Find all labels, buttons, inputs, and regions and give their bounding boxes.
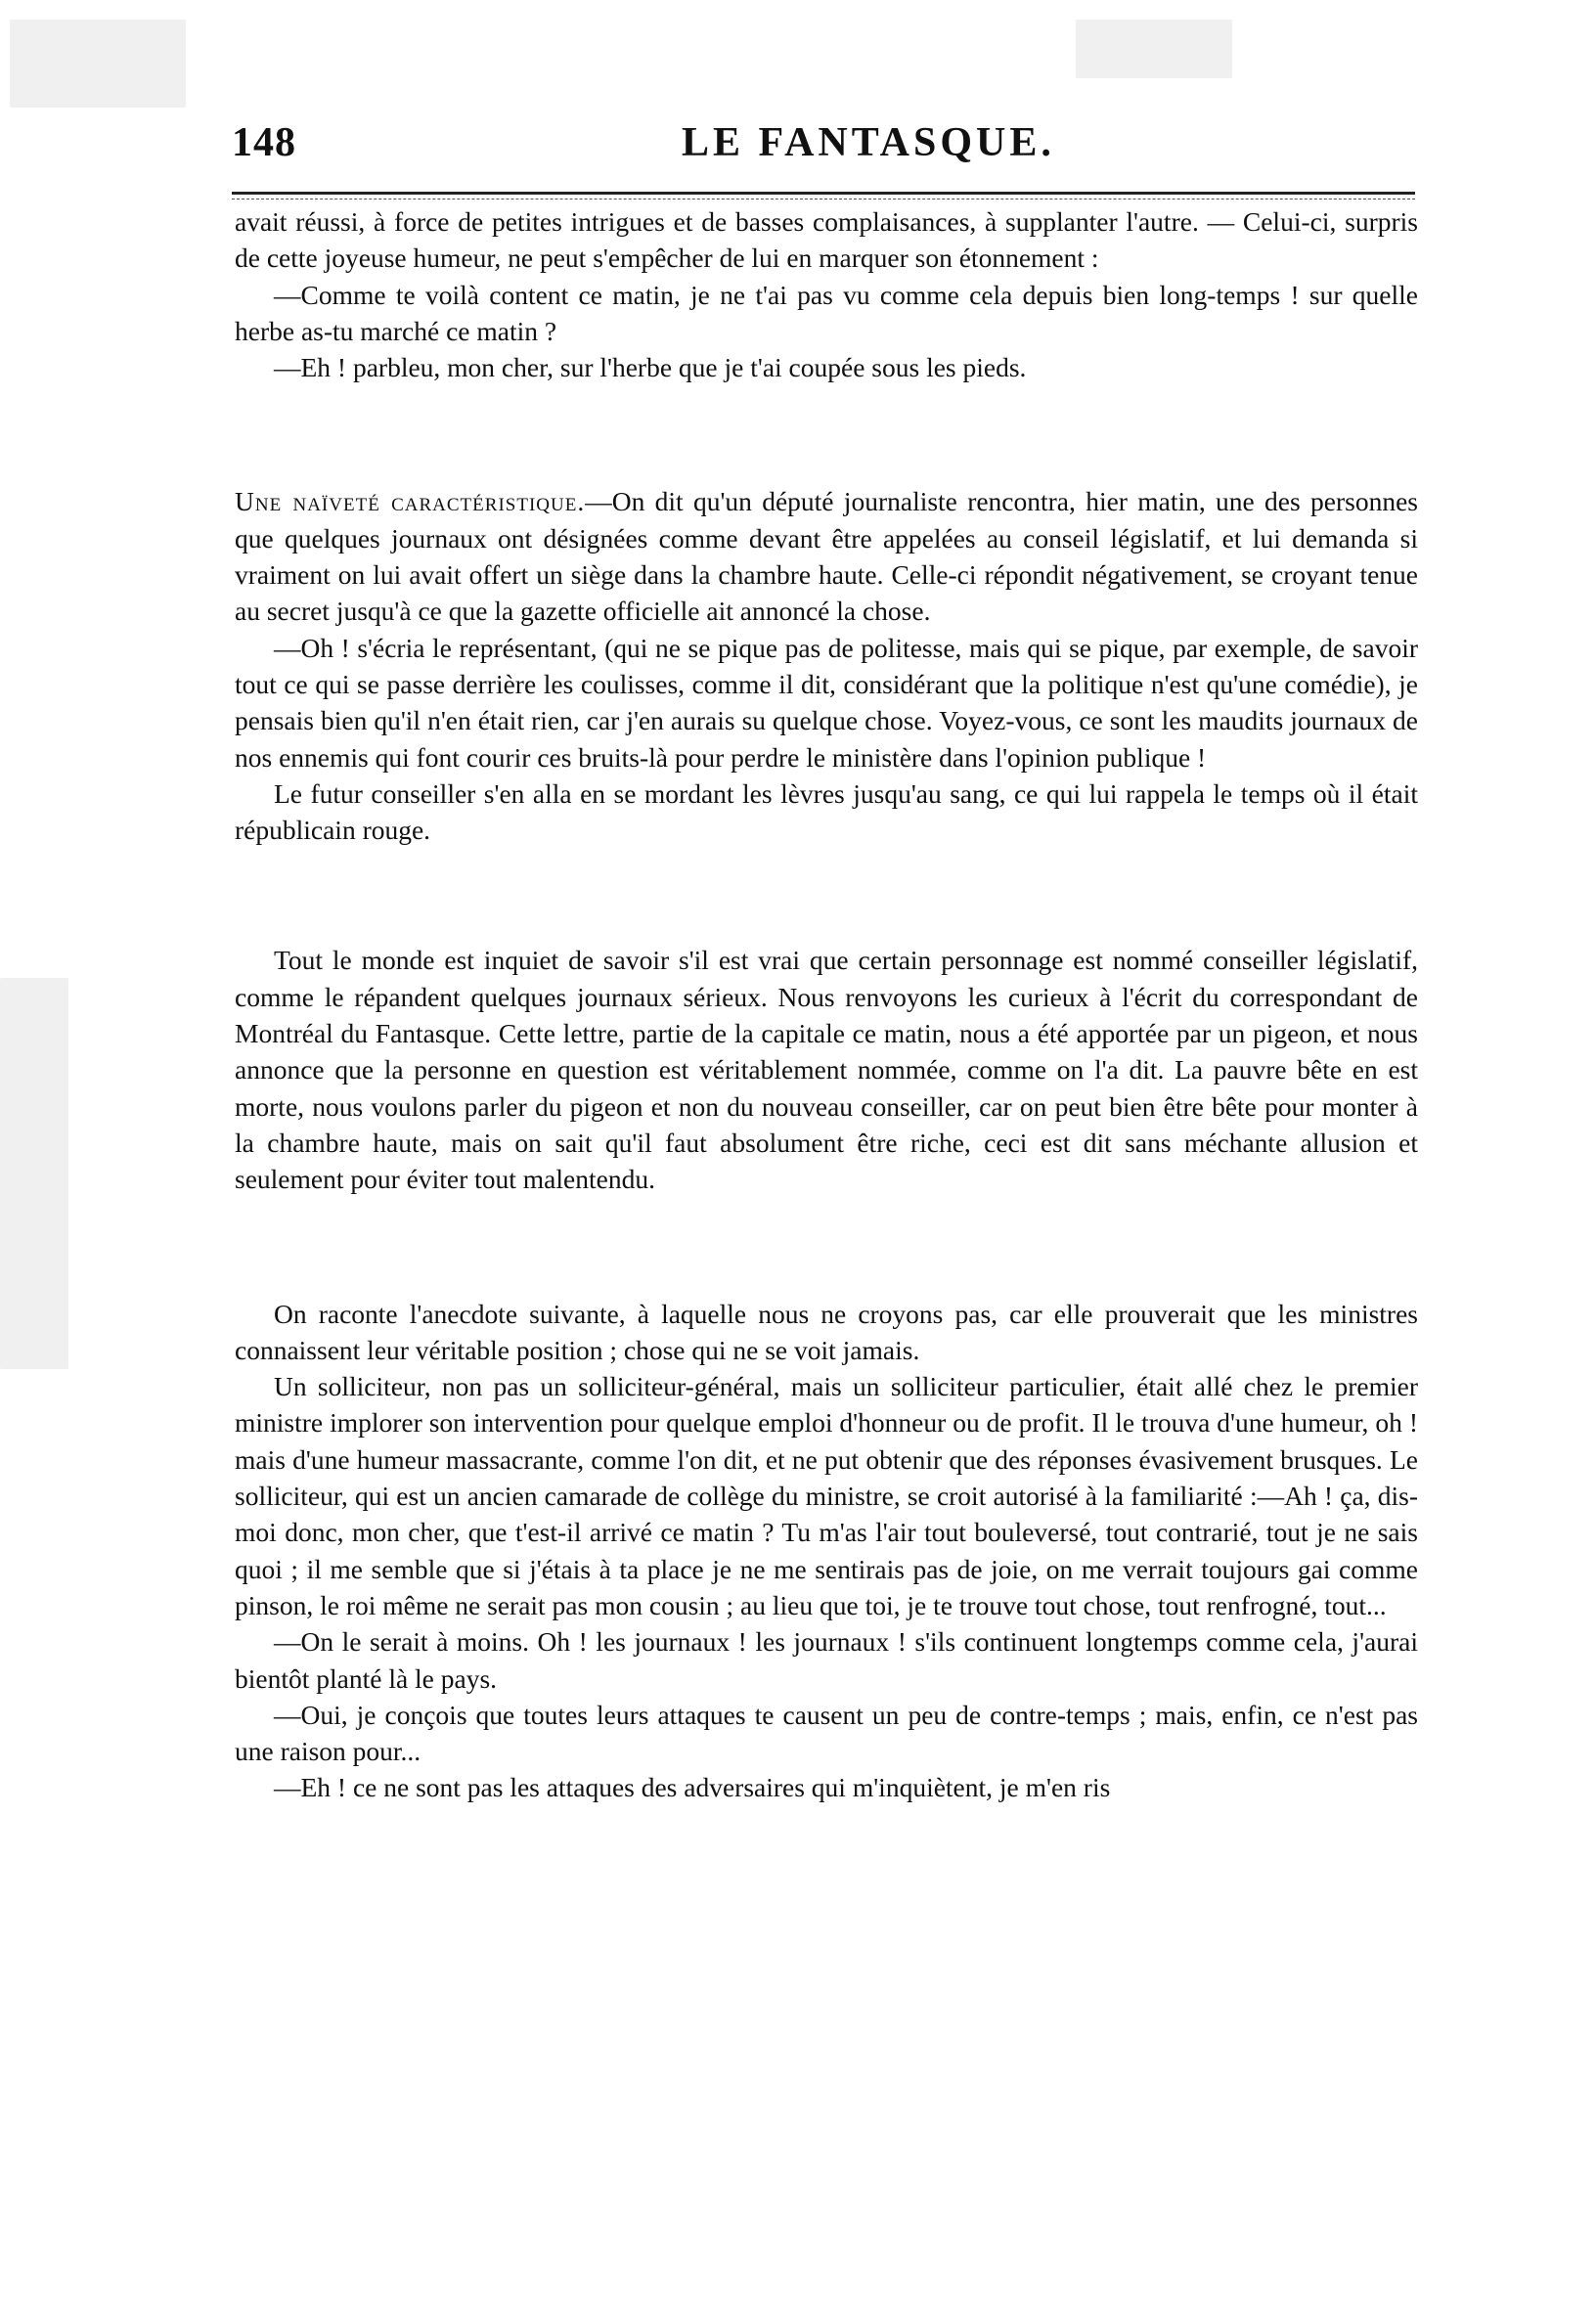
paragraph: —Eh ! parbleu, mon cher, sur l'herbe que je t'ai coupée sous les pieds. (274, 352, 1027, 383)
page-header (232, 119, 1415, 178)
paragraph: avait réussi, à force de petites intrigues et de basses complaisances, à supplanter l'autre. — Celui-ci, surpris de cette joyeuse humeur, ne peut s'empêcher de lui en marquer son étonnement : (235, 206, 1418, 274)
paragraph: —Oui, je conçois que toutes leurs attaques te causent un peu de contre-temps ; mais, enfin, ce n'est pas une raison pour... (235, 1699, 1418, 1767)
section-lead: Une naïveté caractéristique. (235, 486, 586, 517)
header-rule (232, 192, 1415, 195)
paper-stain (10, 20, 186, 108)
section-gap (235, 385, 1418, 483)
paper-stain (0, 978, 68, 1369)
paragraph: Un solliciteur, non pas un solliciteur-général, mais un solliciteur particulier, était allé chez le premier ministre implorer son intervention pour quelque emploi d'honneur ou de profit. Il le trouva d'une humeur, oh ! mais d'une humeur massacrante, comme l'on dit, et ne put obtenir que des réponses évasivement brusques. Le solliciteur, qui est un ancien camarade de collège du ministre, se croit autorisé à la familiarité :—Ah ! ça, dis-moi donc, mon cher, que t'est-il arrivé ce matin ? Tu m'as l'air tout bouleversé, tout contrarié, tout je ne sais quoi ; il me semble que si j'étais à ta place je ne me sentirais pas de joie, on me verrait toujours gai comme pinson, le roi même ne serait pas mon cousin ; au lieu que toi, je te trouve tout chose, tout renfrogné, tout... (235, 1371, 1418, 1620)
paper-stain (1076, 20, 1232, 78)
paragraph: —Comme te voilà content ce matin, je ne t'ai pas vu comme cela depuis bien long-temps ! sur quelle herbe as-tu marché ce matin ? (235, 279, 1418, 346)
paragraph: Tout le monde est inquiet de savoir s'il est vrai que certain personnage est nommé conseiller législatif, comme le répandent quelques journaux sérieux. Nous renvoyons les curieux à l'écrit du correspondant de Montréal du Fantasque. Cette lettre, partie de la capitale ce matin, nous a été apportée par un pigeon, et nous annonce que la personne en question est véritablement nommée, comme on l'a dit. La pauvre bête en est morte, nous voulons parler du pigeon et non du nouveau conseiller, car on peut bien être bête pour monter à la chambre haute, mais on sait qu'il faut absolument être riche, ceci est dit sans méchante allusion et seulement pour éviter tout malentendu. (235, 945, 1418, 1195)
article-body (235, 203, 1418, 1806)
section-gap (235, 1198, 1418, 1296)
paragraph: Le futur conseiller s'en alla en se mordant les lèvres jusqu'au sang, ce qui lui rappela le temps où il était républicain rouge. (235, 777, 1418, 846)
paragraph-text: —On dit qu'un député journaliste rencontra, hier matin, une des personnes que quelques journaux ont désignées comme devant être appelées au conseil législatif, et lui demanda si vraiment on lui avait offert un siège dans la chambre haute. Celle-ci répondit négativement, se croyant tenue au secret jusqu'à ce que la gazette officielle ait annoncé la chose. (235, 486, 1418, 627)
paragraph: On raconte l'anecdote suivante, à laquelle nous ne croyons pas, car elle prouverait que les ministres connaissent leur véritable position ; chose qui ne se voit jamais. (235, 1298, 1418, 1365)
paragraph (235, 483, 1418, 629)
paragraph: —On le serait à moins. Oh ! les journaux ! les journaux ! s'ils continuent longtemps comme cela, j'aurai bientôt planté là le pays. (235, 1626, 1418, 1694)
page-number: 148 (232, 120, 296, 165)
running-title: LE FANTASQUE. (682, 120, 1055, 165)
paragraph: —Eh ! ce ne sont pas les attaques des adversaires qui m'inquiètent, je m'en ris (274, 1772, 1111, 1803)
paragraph: —Oh ! s'écria le représentant, (qui ne se pique pas de politesse, mais qui se pique, par exemple, de savoir tout ce qui se passe derrière les coulisses, comme il dit, considérant que la politique n'est qu'une comédie), je pensais bien qu'il n'en était rien, car j'en aurais su quelque chose. Voyez-vous, ce sont les maudits journaux de nos ennemis qui font courir ces bruits-là pour perdre le ministère dans l'opinion publique ! (235, 632, 1418, 773)
section-gap (235, 848, 1418, 942)
